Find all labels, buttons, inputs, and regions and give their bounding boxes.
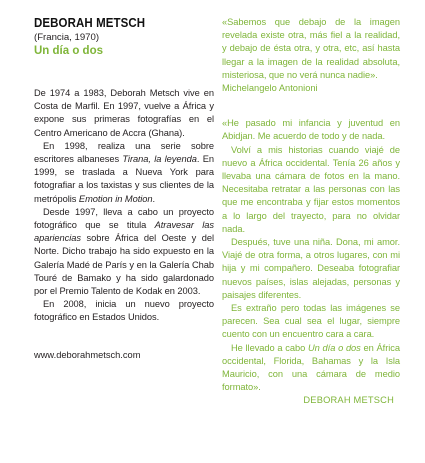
author-origin: (Francia, 1970) [34,32,100,43]
statement-paragraph: He llevado a cabo Un día o dos en África occidental, Florida, Bahamas y la Isla Mauricio, con una cámara de medio formato». [222,342,400,393]
statement-paragraph: Es extraño pero todas las imágenes se parecen. Sea cual sea el lugar, siempre cuento con un encuentro cara a cara. [222,303,400,340]
author-name: DEBORAH METSCH [34,16,146,30]
artist-statement [222,117,400,407]
statement-paragraph: Después, tuve una niña. Dona, mi amor. Viajé de otra forma, a otros lugares, con mi hija y mi compañero. Deseaba fotografiar nuevos países, islas alejadas, personas y paisajes diferentes. [222,237,400,300]
biography [34,87,214,325]
left-column [34,16,214,362]
bio-paragraph: De 1974 a 1983, Deborah Metsch vive en Costa de Marfil. En 1997, vuelve a África y expone sus primeras fotografías en el Centro Americano de Accra (Ghana). [34,88,214,138]
quote-text: «Sabemos que debajo de la imagen revelada existe otra, más fiel a la realidad, y debajo de ésta otra, y otra, etc, así hasta llegar a la imagen de la realidad absoluta, misteriosa, que no verá nunca nadie». [222,17,400,80]
statement-paragraph: Volví a mis historias cuando viajé de nuevo a África occidental. Tenía 26 años y llevaba una cámara de fotos en la mano. Necesitaba retratar a las personas con las que me encontraba y fijar estos momentos a lo largo del trayecto, para no olvidar nada. [222,144,400,234]
bio-paragraph: En 2008, inicia un nuevo proyecto fotográfico en Estados Unidos. [34,299,214,323]
series-title: Atravesar las apariencias [34,220,214,244]
epigraph-quote [222,16,400,95]
bio-paragraph: En 1998, realiza una serie sobre escritores albaneses Tirana, la leyenda. En 1999, se traslada a Nueva York para fotografiar a los taxistas y sus clientes de la metrópolis Emotion in Motion. [34,140,214,204]
signature: DEBORAH METSCH [303,395,394,406]
quote-author: Michelangelo Antonioni [222,83,318,94]
statement-paragraph: «He pasado mi infancia y juventud en Abidjan. Me acuerdo de todo y de nada. [222,118,400,142]
website-link[interactable]: www.deborahmetsch.com [34,349,141,360]
bio-paragraph: Desde 1997, lleva a cabo un proyecto fotográfico que se titula Atravesar las apariencias sobre África del Oeste y del Norte. Dicho trabajo ha sido expuesto en la Galería Madé de París y en la Galería Chab Touré de Bamako y ha sido galardonado por el Premio Talento de Kodak en 2003. [34,206,214,297]
right-column [222,16,400,408]
series-title: Tirana, la leyenda [122,154,197,165]
project-title-inline: Un día o dos [308,342,361,353]
series-title: Emotion in Motion [78,193,153,204]
project-title: Un día o dos [34,45,103,57]
